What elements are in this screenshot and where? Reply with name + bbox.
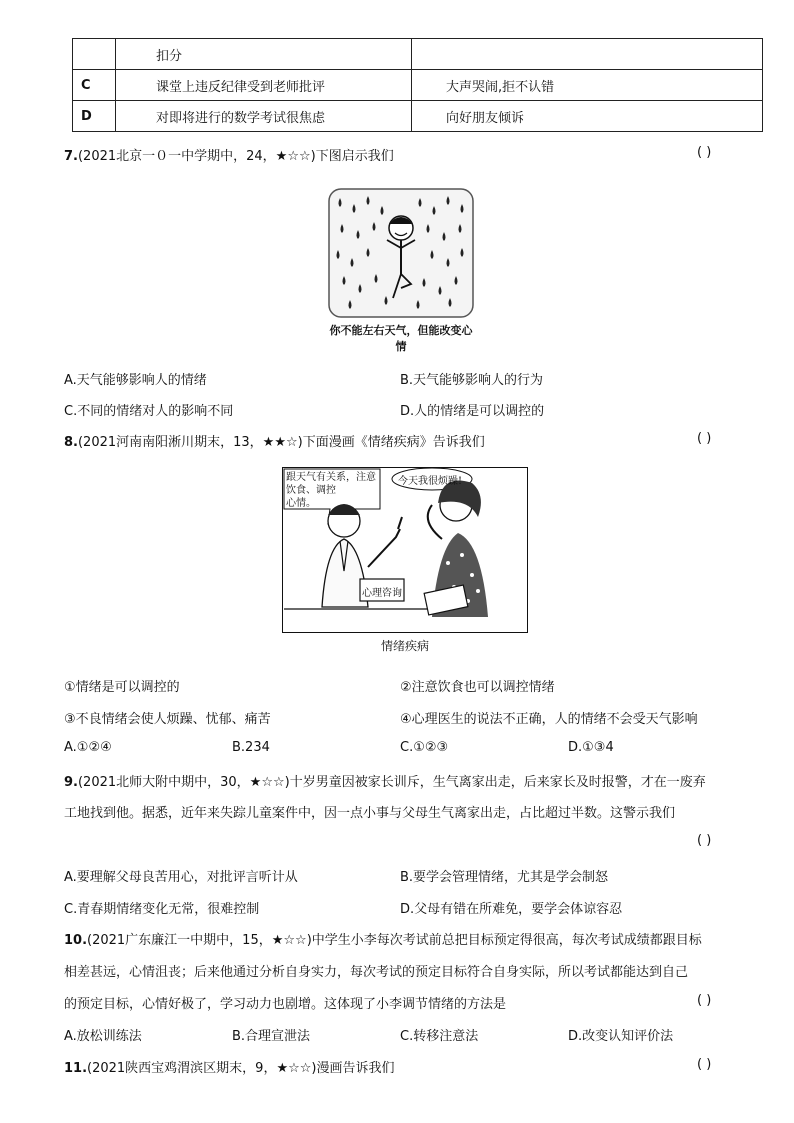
- patient-speech-bubble: 今天我很烦躁!: [398, 476, 463, 487]
- table-row: [73, 70, 763, 101]
- option-c: C.①②③: [400, 740, 449, 755]
- option-d: D.人的情绪是可以调控的: [400, 404, 545, 419]
- statement-2: ②注意饮食也可以调控情绪: [400, 680, 555, 695]
- option-d: D.改变认知评价法: [568, 1029, 674, 1044]
- consult-sign: 心理咨询: [362, 588, 402, 599]
- option-d: D.父母有错在所难免，要学会体谅容忍: [400, 902, 623, 917]
- question-number: 9.: [64, 775, 78, 790]
- option-b: B.要学会管理情绪，尤其是学会制怒: [400, 870, 609, 885]
- bubble-line: 跟天气有关系，注意: [286, 472, 376, 483]
- question-text: (2021河南南阳淅川期末，13，★★☆)下面漫画《情绪疾病》告诉我们: [77, 435, 485, 450]
- question-number: 11.: [64, 1061, 88, 1076]
- statement-4: ④心理医生的说法不正确，人的情绪不会受天气影响: [400, 712, 698, 727]
- question-9-stem: [64, 771, 706, 790]
- bubble-line: 心情。: [286, 498, 316, 509]
- doctor-speech-bubble: [286, 471, 382, 510]
- question-text: (2021北京一０一中学期中，24，★☆☆)下图启示我们: [77, 149, 394, 164]
- question-11-stem: [64, 1057, 395, 1076]
- question-9-line-2: 工地找到他。据悉，近年来失踪儿童案件中，因一点小事与父母生气离家出走，占比超过半数。这警示我们: [64, 806, 676, 821]
- question-8-stem: [64, 431, 485, 450]
- option-b: B.234: [232, 740, 270, 755]
- row-letter: C: [73, 70, 116, 101]
- option-a: A.要理解父母良苦用心，对批评言听计从: [64, 870, 298, 885]
- cartoon-caption: 情绪疾病: [380, 639, 429, 653]
- question-text: (2021广东廉江一中期中，15，★☆☆)中学生小李每次考试前总把目标预定得很高，每次考试成绩都跟目标: [87, 933, 702, 948]
- row-situation: 扣分: [116, 39, 412, 70]
- question-text: (2021陕西宝鸡渭滨区期末，9，★☆☆)漫画告诉我们: [87, 1061, 395, 1076]
- question-10-line-3: 的预定目标，心情好极了，学习动力也剧增。这体现了小李调节情绪的方法是: [64, 997, 507, 1012]
- row-letter: D: [73, 101, 116, 132]
- bubble-line: 饮食、调控: [286, 485, 336, 496]
- answer-paren: ( ): [697, 431, 712, 446]
- row-reaction: 向好朋友倾诉: [412, 101, 763, 132]
- option-b: B.天气能够影响人的行为: [400, 373, 544, 388]
- question-number: 7.: [64, 149, 78, 164]
- rain-cartoon-image: [328, 188, 474, 318]
- question-10-line-2: 相差甚远，心情沮丧；后来他通过分析自身实力，每次考试的预定目标符合自身实际，所以考试都能达到自己: [64, 965, 689, 980]
- table-row: [73, 101, 763, 132]
- statement-3: ③不良情绪会使人烦躁、忧郁、痛苦: [64, 712, 271, 727]
- emotion-table: [72, 38, 763, 132]
- option-a: A.放松训练法: [64, 1029, 142, 1044]
- question-7-stem: [64, 145, 394, 164]
- option-c: C.青春期情绪变化无常，很难控制: [64, 902, 260, 917]
- answer-paren: ( ): [697, 833, 712, 848]
- answer-paren: ( ): [697, 993, 712, 1008]
- question-number: 10.: [64, 933, 88, 948]
- question-text: (2021北师大附中期中，30，★☆☆)十岁男童因被家长训斥，生气离家出走，后来家长及时报警，才在一废弃: [77, 775, 706, 790]
- row-reaction: [412, 39, 763, 70]
- emotion-disease-cartoon: [282, 467, 528, 633]
- option-c: C.不同的情绪对人的影响不同: [64, 404, 234, 419]
- cartoon-caption: 你不能左右天气，但能改变心情: [329, 324, 473, 353]
- option-a: A.天气能够影响人的情绪: [64, 373, 207, 388]
- answer-paren: ( ): [697, 1057, 712, 1072]
- option-d: D.①③4: [568, 740, 614, 755]
- row-reaction: 大声哭闹,拒不认错: [412, 70, 763, 101]
- table-row: [73, 39, 763, 70]
- option-c: C.转移注意法: [400, 1029, 479, 1044]
- statement-1: ①情绪是可以调控的: [64, 680, 180, 695]
- question-10-stem: [64, 929, 702, 948]
- question-number: 8.: [64, 435, 78, 450]
- option-b: B.合理宣泄法: [232, 1029, 311, 1044]
- answer-paren: ( ): [697, 145, 712, 160]
- row-letter: [73, 39, 116, 70]
- option-a: A.①②④: [64, 740, 112, 755]
- row-situation: 对即将进行的数学考试很焦虑: [116, 101, 412, 132]
- row-situation: 课堂上违反纪律受到老师批评: [116, 70, 412, 101]
